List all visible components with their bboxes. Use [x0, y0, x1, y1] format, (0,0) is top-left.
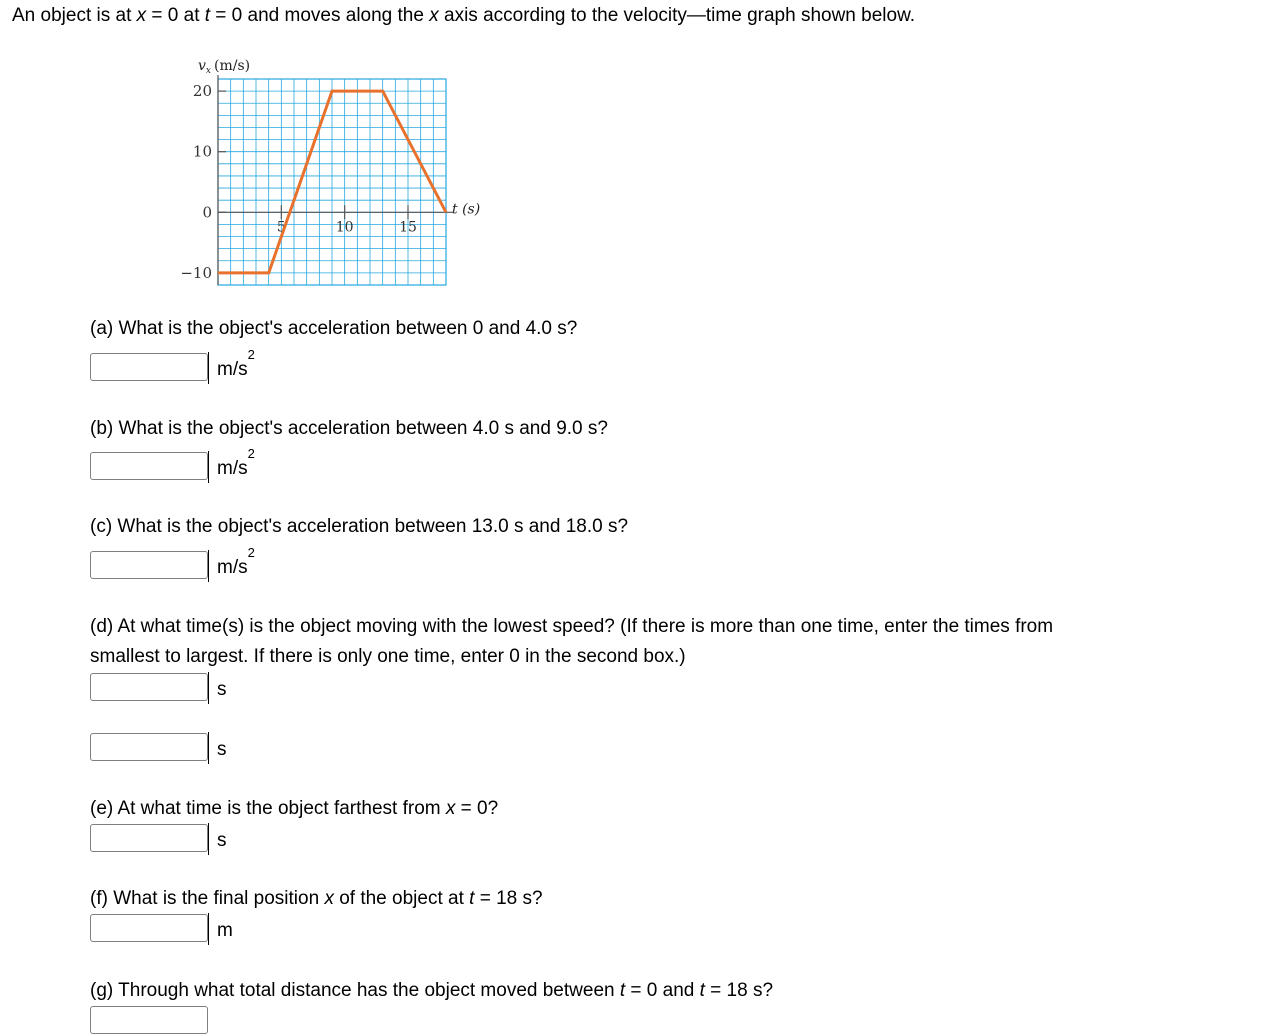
answer-c-input[interactable] [90, 551, 208, 579]
y-tick-label: −10 [180, 263, 212, 282]
answer-a-input[interactable] [90, 353, 208, 381]
answer-d1-unit: s [208, 672, 227, 704]
answer-e-input[interactable] [90, 824, 208, 852]
y-axis-label: $v_x$ (m/s) [198, 58, 251, 76]
answer-a-unit: $m/s^2$ [208, 352, 255, 384]
question-d: (d) At what time(s) is the object moving with the lowest speed? (If there is more than one time, enter the times from smallest to largest. If there is only one time, enter 0 in the second box.) [90, 616, 1054, 667]
x-axis-label: t (s) [452, 201, 481, 218]
answer-d2-unit: s [208, 732, 227, 764]
answer-d2-input[interactable] [90, 733, 208, 761]
x-tick-label: 5 [276, 219, 286, 236]
question-e: (e) At what time is the object farthest from x = 0? [90, 798, 499, 819]
y-tick-label: 10 [192, 142, 212, 161]
answer-e-unit: s [208, 823, 227, 855]
answer-g-input[interactable] [90, 1006, 208, 1034]
x-tick-label: 10 [335, 219, 354, 236]
answer-f-input[interactable] [90, 914, 208, 942]
answer-c-unit: $m/s^2$ [208, 550, 255, 582]
question-f: (f) What is the final position x of the object at t = 18 s? [90, 888, 543, 909]
answer-d1-input[interactable] [90, 673, 208, 701]
question-c: (c) What is the object's acceleration between 13.0 s and 18.0 s? [90, 516, 629, 537]
y-tick-label: 20 [192, 82, 212, 101]
question-b: (b) What is the object's acceleration between 4.0 s and 9.0 s? [90, 418, 608, 439]
problem-statement: An object is at x = 0 at t = 0 and moves along the x axis according to the velocity—time graph shown below. [12, 5, 916, 26]
answer-b-unit: $m/s^2$ [208, 451, 255, 483]
answer-b-input[interactable] [90, 452, 208, 480]
x-tick-label: 15 [399, 219, 417, 236]
y-tick-label: 0 [202, 203, 212, 222]
question-a: (a) What is the object's acceleration between 0 and 4.0 s? [90, 318, 578, 339]
velocity-time-graph [160, 52, 500, 297]
question-g: (g) Through what total distance has the object moved between t = 0 and t = 18 s? [90, 980, 774, 1001]
answer-f-unit: m [208, 913, 233, 945]
